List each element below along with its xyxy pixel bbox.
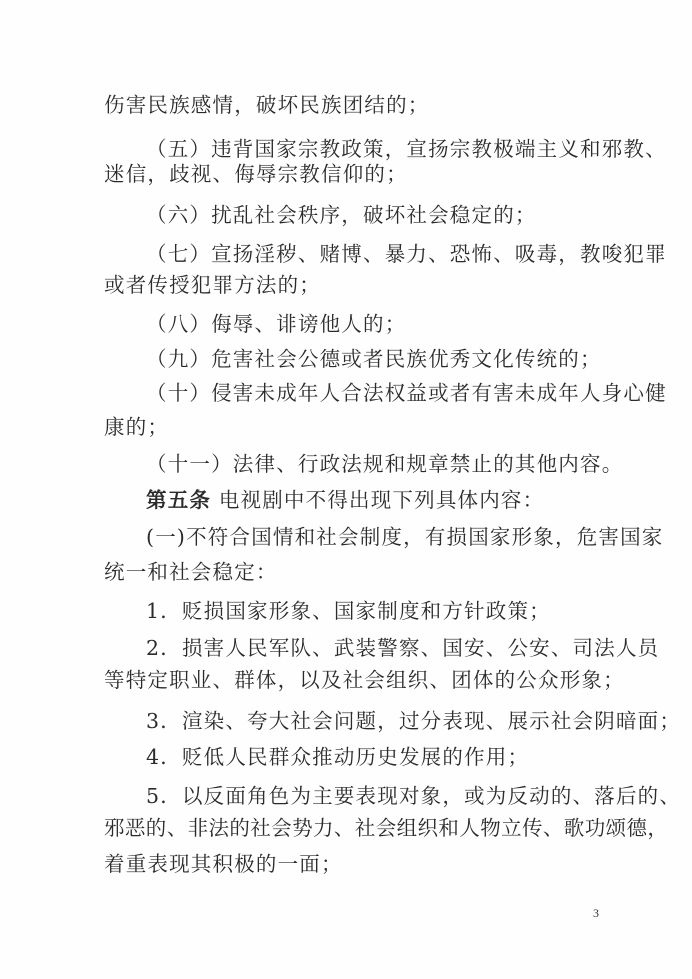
text-line-15: 1．贬损国家形象、国家制度和方针政策； (146, 599, 551, 623)
text-line-16: 2．损害人民军队、武装警察、国安、公安、司法人员 (146, 636, 660, 660)
page-number: 3 (593, 906, 599, 920)
article-5-heading (146, 487, 544, 513)
article-5-intro: 电视剧中不得出现下列具体内容： (218, 488, 545, 512)
text-line-13: (一)不符合国情和社会制度，有损国家形象，危害国家 (146, 525, 664, 549)
text-line-6: 或者传授犯罪方法的； (104, 273, 321, 297)
text-line-9: （十）侵害未成年人合法权益或者有害未成年人身心健 (146, 381, 667, 405)
text-line-17: 等特定职业、群体，以及社会组织、团体的公众形象； (104, 668, 625, 692)
text-line-19: 4．贬低人民群众推动历史发展的作用； (146, 745, 530, 769)
text-line-4: （六）扰乱社会秩序，破坏社会稳定的； (146, 203, 537, 227)
text-line-11: （十一）法律、行政法规和规章禁止的其他内容。 (146, 452, 624, 476)
text-line-20: 5．以反面角色为主要表现对象，或为反动的、落后的、 (146, 784, 682, 808)
text-line-22: 着重表现其积极的一面； (104, 852, 343, 876)
text-line-7: （八）侮辱、诽谤他人的； (146, 312, 407, 336)
text-line-8: （九）危害社会公德或者民族优秀文化传统的； (146, 347, 602, 371)
text-line-1: 伤害民族感情，破坏民族团结的； (104, 93, 430, 117)
text-line-3: 迷信，歧视、侮辱宗教信仰的； (104, 162, 408, 186)
text-line-5: （七）宣扬淫秽、赌博、暴力、恐怖、吸毒，教唆犯罪 (146, 242, 667, 266)
text-line-10: 康的； (104, 415, 170, 439)
text-line-18: 3．渲染、夸大社会问题，过分表现、展示社会阴暗面； (146, 709, 682, 733)
text-line-2: （五）违背国家宗教政策，宣扬宗教极端主义和邪教、 (146, 137, 667, 161)
article-label: 第五条 (146, 488, 212, 512)
text-line-14: 统一和社会稳定： (104, 560, 278, 584)
text-line-21: 邪恶的、非法的社会势力、社会组织和人物立传、歌功颂德， (104, 816, 669, 840)
